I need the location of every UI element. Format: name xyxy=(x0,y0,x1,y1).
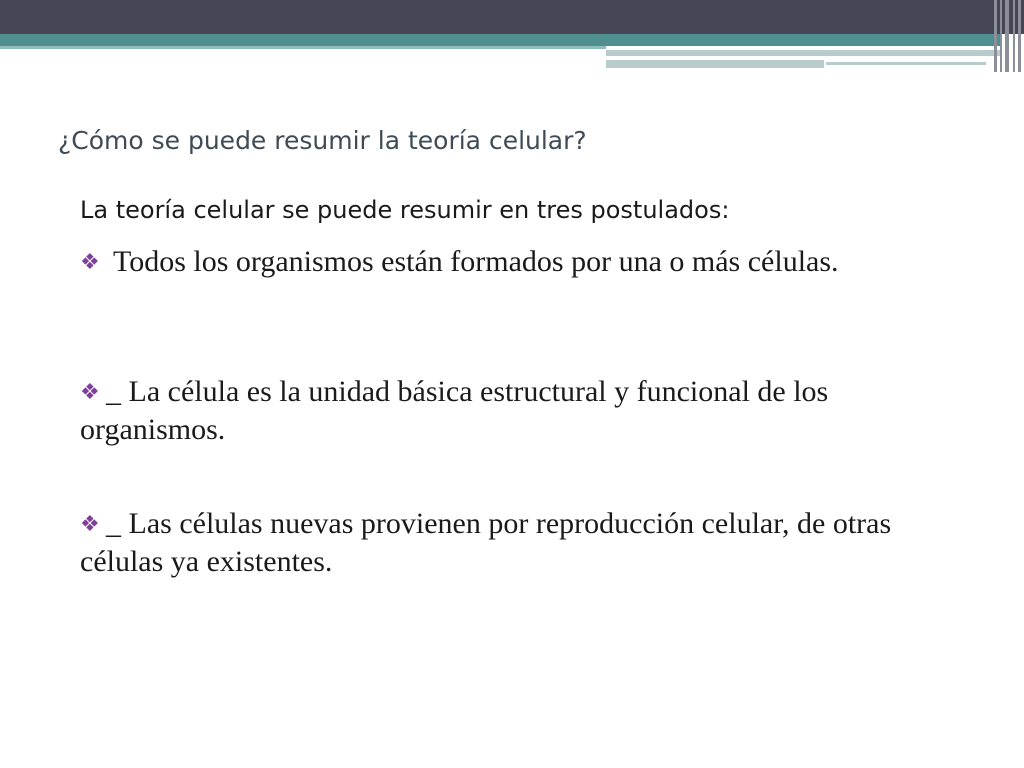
diamond-bullet-icon: ❖ xyxy=(80,249,100,274)
list-item-text: Todos los organismos están formados por una o más células. xyxy=(106,245,839,278)
header-band-grey xyxy=(826,62,986,65)
header-band-grey xyxy=(606,50,1000,56)
slide-title: ¿Cómo se puede resumir la teoría celular? xyxy=(58,126,587,155)
header-band-teal-light xyxy=(0,46,606,49)
header-band-dark xyxy=(0,0,1024,34)
header-band-grey xyxy=(606,60,824,68)
list-item xyxy=(80,243,970,281)
intro-text: La teoría celular se puede resumir en tres postulados: xyxy=(80,196,730,224)
list-item xyxy=(80,373,970,449)
list-item-text: _ Las células nuevas provienen por reproducción celular, de otras células ya existentes. xyxy=(80,507,892,578)
diamond-bullet-icon: ❖ xyxy=(80,379,100,404)
diamond-bullet-icon: ❖ xyxy=(80,511,100,536)
corner-stripes xyxy=(992,0,1024,72)
header-band-teal xyxy=(0,34,1000,46)
list-item xyxy=(80,505,970,581)
list-item-text: _ La célula es la unidad básica estructural y funcional de los organismos. xyxy=(80,375,829,446)
